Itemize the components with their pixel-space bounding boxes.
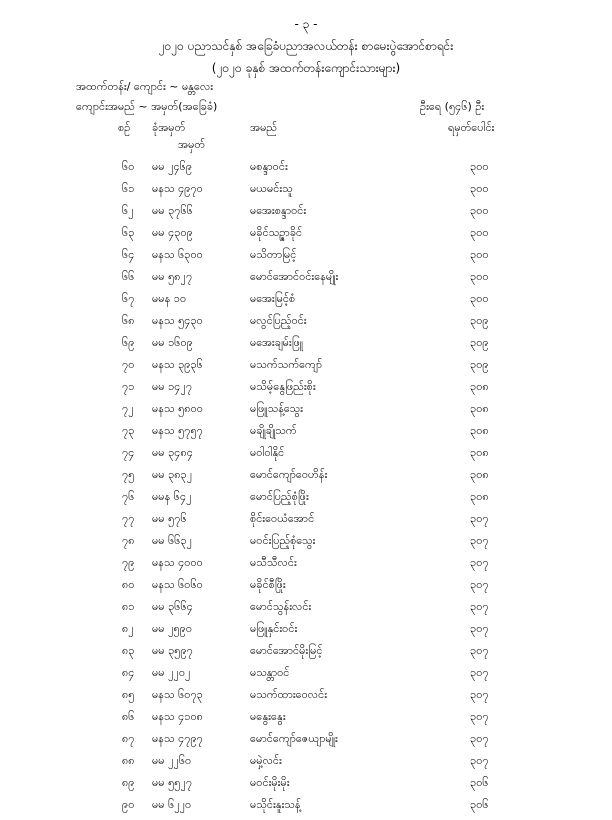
row-number: ၈၆ [122, 710, 135, 723]
column-header-number: စဉ် [118, 121, 131, 134]
row-number: ၇၁ [122, 380, 135, 393]
row-roll: မမ ၄၃၀၉ [152, 226, 193, 239]
row-roll: မမ ၅၈၂၇ [152, 270, 193, 283]
row-number: ၇၈ [122, 534, 135, 547]
table-row [0, 622, 612, 644]
row-name: မချိုချိုသက် [250, 424, 297, 437]
row-score: ၃၀၇ [470, 578, 489, 591]
table-row [0, 644, 612, 666]
row-roll: မနသ ၄၁၀၈ [152, 710, 203, 723]
row-name: စိုင်းဝေယံအောင် [250, 512, 315, 525]
table-row [0, 292, 612, 314]
row-score: ၃၀၇ [470, 732, 489, 745]
row-name: မသန္တာဝင် [250, 666, 290, 679]
table-row [0, 204, 612, 226]
row-score: ၃၀၈ [470, 380, 489, 393]
row-roll: မနသ ၅၈၀၀ [152, 402, 203, 415]
row-number: ၈၅ [122, 688, 135, 701]
row-name: မောင်ကျော်ဝေဟိန်း [250, 468, 328, 481]
row-roll: မမ ၃၈၃၂ [152, 468, 193, 481]
row-name: မသိတာမြင့် [250, 248, 297, 261]
row-name: မသက်သက်ကျော် [250, 358, 323, 371]
row-name: မအေးချမ်းဖြူ [250, 336, 304, 349]
row-roll: မမ ၆၆၃၂ [152, 534, 193, 547]
table-row [0, 534, 612, 556]
row-name: မသိုင်းနူးသန့် [250, 798, 301, 811]
row-name: မဝါဝါနိုင် [250, 446, 285, 459]
row-score: ၃၀၀ [470, 226, 489, 239]
table-row [0, 402, 612, 424]
row-score: ၃၀၇ [470, 666, 489, 679]
table-row [0, 446, 612, 468]
table-row [0, 358, 612, 380]
row-name: မောင်အောင်မိုးမြင့် [250, 644, 323, 657]
row-number: ၈၇ [122, 732, 135, 745]
row-name: မမှဲ့လင်း [250, 754, 282, 767]
column-header-name: အမည် [250, 121, 278, 134]
row-score: ၃၀၈ [470, 446, 489, 459]
row-name: မအေးမြင့်စံ [250, 292, 296, 305]
row-roll: မမ ၆၂၂၀ [152, 798, 192, 811]
row-name: မောင်သွန်းလင်း [250, 600, 312, 613]
row-roll: မနသ ၆၀၆၀ [152, 578, 203, 591]
row-roll: မမ ၂၅၉၀ [152, 622, 193, 635]
row-roll: မနသ ၅၇၅၇ [152, 424, 203, 437]
table-row [0, 578, 612, 600]
table-row [0, 248, 612, 270]
region-line: ကျောင်းအမည် ~ အမှတ်(အခြေခံ) [76, 100, 218, 113]
page-number: - ၃ - [294, 17, 318, 31]
table-row [0, 490, 612, 512]
row-number: ၈၃ [122, 644, 135, 657]
row-number: ၈၈ [122, 754, 135, 767]
table-row [0, 710, 612, 732]
row-score: ၃၀၇ [470, 622, 489, 635]
row-name: မနွေးနွေး [250, 710, 286, 723]
row-number: ၈၂ [122, 622, 134, 635]
row-roll: မမ ၃၄၈၄ [152, 446, 193, 459]
row-number: ၇၆ [122, 490, 135, 503]
table-row [0, 314, 612, 336]
table-row [0, 182, 612, 204]
row-roll: မနသ ၆၀၇၃ [152, 688, 203, 701]
row-roll: မမန ၁၀ [152, 292, 187, 305]
row-roll: မနသ ၅၄၃၀ [152, 314, 203, 327]
row-score: ၃၀၇ [470, 688, 489, 701]
row-score: ၃၀၀ [470, 204, 489, 217]
row-name: မောင်အောင်ဝင်းနေမျိုး [250, 270, 339, 283]
table-row [0, 424, 612, 446]
row-number: ၇၂ [122, 402, 134, 415]
row-score: ၃၀၇ [470, 556, 489, 569]
row-score: ၃၀၇ [470, 710, 489, 723]
document-subtitle: (၂၀၂၀ ခုနှစ် အထက်တန်းကျောင်းသားများ) [211, 61, 401, 75]
row-roll: မမန ၆၄၂ [152, 490, 192, 503]
table-row [0, 226, 612, 248]
row-score: ၃၀၉ [470, 358, 489, 371]
table-row [0, 336, 612, 358]
row-roll: မနသ ၄၇၉၇ [152, 732, 203, 745]
row-number: ၆၃ [122, 226, 135, 239]
row-number: ၇၃ [122, 424, 135, 437]
row-name: မသိမ့်နွေဖြည်းစိုး [250, 380, 316, 393]
row-name: မဖြူသန့်သွေး [250, 402, 303, 415]
table-row [0, 776, 612, 798]
row-score: ၃၀၇ [470, 644, 489, 657]
row-roll: မမ ၃၇၆၆ [152, 204, 193, 217]
row-number: ၆၉ [122, 336, 135, 349]
row-name: မဝင်းပြည့်စုံသွေး [250, 534, 316, 547]
row-roll: မမ ၃၆၆၄ [152, 600, 193, 613]
row-roll: မနသ ၄၉၇၀ [152, 182, 203, 195]
row-score: ၃၀၀ [470, 160, 489, 173]
row-number: ၈၁ [122, 600, 135, 613]
row-score: ၃၀၉ [470, 314, 489, 327]
row-score: ၃၀၈ [470, 468, 489, 481]
row-number: ၆၄ [122, 248, 135, 261]
row-name: မယမင်းသူ [250, 182, 293, 195]
row-name: မောင်ပြည့်စုံဖြိုး [250, 490, 309, 503]
row-number: ၇၉ [122, 556, 135, 569]
table-row [0, 798, 612, 820]
row-name: မခိုင်သဥ္ဇာခိုင် [250, 226, 303, 239]
row-score: ၃၀၇ [470, 600, 489, 613]
row-score: ၃၀၇ [470, 534, 489, 547]
row-number: ၉၀ [122, 798, 135, 811]
row-name: မအေးစန္ဒာဝင်း [250, 204, 307, 217]
row-score: ၃၀၆ [470, 798, 489, 811]
table-row [0, 160, 612, 182]
row-score: ၃၀၉ [470, 336, 489, 349]
row-name: မဖြူနှင်းဝင်း [250, 622, 298, 635]
row-roll: မနသ ၆၃၀၀ [152, 248, 203, 261]
row-name: မဝင်းမိုးမိုး [250, 776, 290, 789]
row-name: မသီသီလင်း [250, 556, 297, 569]
row-score: ၃၀၀ [470, 270, 489, 283]
row-number: ၆၂ [122, 204, 134, 217]
row-score: ၃၀၈ [470, 402, 489, 415]
table-row [0, 666, 612, 688]
row-number: ၇၀ [122, 358, 135, 371]
row-number: ၇၄ [122, 446, 135, 459]
column-header-roll-sub: အမှတ် [178, 138, 206, 151]
row-number: ၈၀ [122, 578, 135, 591]
row-score: ၃၀၀ [470, 182, 489, 195]
row-roll: မမ ၁၄၂၇ [152, 380, 193, 393]
row-number: ၆၇ [122, 292, 135, 305]
table-row [0, 512, 612, 534]
row-score: ၃၀၀ [470, 248, 489, 261]
table-row [0, 754, 612, 776]
row-name: မောင်ကျော်ဇေယျာမျိုး [250, 732, 338, 745]
row-roll: မမ ၅၅၂၇ [152, 776, 193, 789]
row-number: ၆၁ [122, 182, 135, 195]
results-table [0, 160, 612, 820]
table-row [0, 688, 612, 710]
row-number: ၆၈ [122, 314, 135, 327]
row-score: ၃၀၀ [470, 292, 489, 305]
row-score: ၃၀၈ [470, 424, 489, 437]
column-header-roll: ခုံအမှတ် [152, 121, 186, 134]
row-roll: မနသ ၃၉၃၆ [152, 358, 203, 371]
row-number: ၆၀ [122, 160, 135, 173]
table-row [0, 270, 612, 292]
table-row [0, 600, 612, 622]
level-line: အထက်တန်း/ ကျောင်း ~ မန္တလေး [76, 80, 214, 93]
row-score: ၃၀၇ [470, 512, 489, 525]
row-score: ၃၀၈ [470, 490, 489, 503]
row-roll: မမ ၃၅၉၇ [152, 644, 193, 657]
row-roll: မနသ ၄၀၀၀ [152, 556, 203, 569]
row-number: ၆၆ [122, 270, 135, 283]
column-header-score: ရမှတ်ပေါင်း [448, 121, 495, 134]
row-number: ၈၄ [122, 666, 135, 679]
row-score: ၃၀၆ [470, 776, 489, 789]
table-row [0, 732, 612, 754]
row-roll: မမ ၂၂၆၀ [152, 754, 192, 767]
table-row [0, 380, 612, 402]
row-name: မလွင်ပြည့်ဝင်း [250, 314, 307, 327]
row-number: ၇၅ [122, 468, 135, 481]
total-count: ဦးရေ (၅၄၆) ဦး [420, 100, 485, 113]
row-name: မသက်ထားဝေလင်း [250, 688, 327, 701]
table-row [0, 468, 612, 490]
row-roll: မမ ၂၂၀၂ [152, 666, 191, 679]
row-score: ၃၀၇ [470, 754, 489, 767]
row-roll: မမ ၂၄၆၉ [152, 160, 193, 173]
row-roll: မမ ၁၆၀၉ [152, 336, 193, 349]
row-name: မစန္ဒာဝင်း [250, 160, 288, 173]
row-name: မခိုင်စီဖြိုး [250, 578, 286, 591]
row-number: ၇၇ [122, 512, 135, 525]
row-number: ၈၉ [122, 776, 135, 789]
row-roll: မမ ၅၇၆ [152, 512, 187, 525]
document-title: ၂၀၂၀ ပညာသင်နှစ် အခြေခံပညာအလယ်တန်း စာမေးပွဲအောင်စာရင်း [158, 39, 454, 53]
table-row [0, 556, 612, 578]
